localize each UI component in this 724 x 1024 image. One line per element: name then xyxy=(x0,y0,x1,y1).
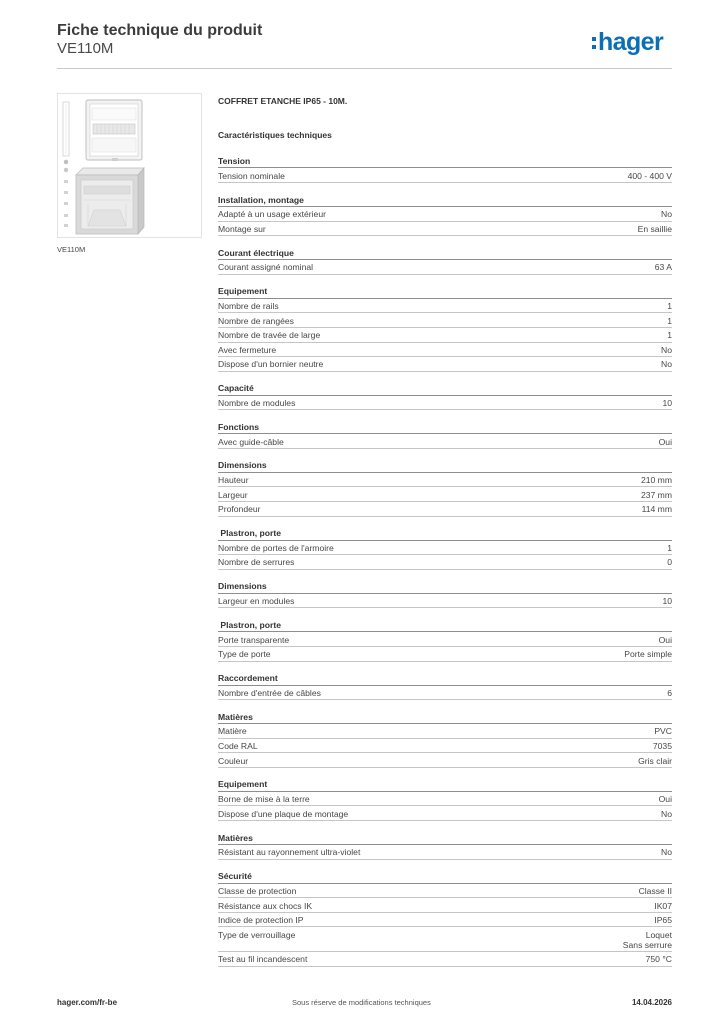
spec-label: Matière xyxy=(218,726,247,737)
spec-label: Nombre de travée de large xyxy=(218,330,321,341)
spec-label: Avec guide-câble xyxy=(218,436,284,447)
spec-label: Nombre de modules xyxy=(218,397,296,408)
spec-value: Oui xyxy=(658,436,672,447)
spec-label: Borne de mise à la terre xyxy=(218,794,310,805)
spec-value: 237 mm xyxy=(640,489,672,500)
marker-tab xyxy=(64,224,68,227)
spec-label: Profondeur xyxy=(218,504,261,515)
spec-value: No xyxy=(661,359,672,370)
spec-section xyxy=(218,380,672,410)
spec-value: 10 xyxy=(662,596,672,607)
spec-section xyxy=(218,776,672,821)
marker-tab xyxy=(64,191,68,194)
product-description: COFFRET ETANCHE IP65 - 10M. xyxy=(218,96,348,106)
header-divider xyxy=(57,68,672,69)
spec-row xyxy=(218,739,672,754)
spec-label: Avec fermeture xyxy=(218,344,277,355)
spec-row xyxy=(218,647,672,662)
section-title: Capacité xyxy=(218,380,672,395)
spec-label: Nombre d'entrée de câbles xyxy=(218,687,321,698)
footer-date: 14.04.2026 xyxy=(631,998,672,1007)
spec-row xyxy=(218,260,672,275)
spec-value: Porte simple xyxy=(624,649,672,660)
spec-section xyxy=(218,419,672,449)
spec-row xyxy=(218,913,672,928)
spec-label: Largeur xyxy=(218,489,248,500)
spec-table xyxy=(218,153,672,967)
section-title: Tension xyxy=(218,153,672,168)
spec-value: PVC xyxy=(654,726,672,737)
spec-label: Courant assigné nominal xyxy=(218,262,314,273)
spec-value: Gris clair xyxy=(638,755,672,766)
image-caption: VE110M xyxy=(57,245,86,254)
spec-row xyxy=(218,207,672,222)
spec-value: 1 xyxy=(667,542,672,553)
spec-row xyxy=(218,434,672,449)
spec-row xyxy=(218,313,672,328)
spec-row xyxy=(218,555,672,570)
spec-section xyxy=(218,525,672,570)
enclosure-front-view xyxy=(86,100,142,161)
spec-row xyxy=(218,222,672,237)
spec-row xyxy=(218,487,672,502)
spec-value: 400 - 400 V xyxy=(627,170,672,181)
spec-row xyxy=(218,357,672,372)
spec-row xyxy=(218,594,672,609)
spec-section xyxy=(218,153,672,183)
spec-label: Tension nominale xyxy=(218,170,285,181)
section-title: Courant électrique xyxy=(218,245,672,260)
section-title: Installation, montage xyxy=(218,192,672,207)
spec-label: Code RAL xyxy=(218,740,258,751)
spec-value: 10 xyxy=(662,397,672,408)
section-title: Plastron, porte xyxy=(218,525,672,540)
spec-section xyxy=(218,192,672,237)
document-title: Fiche technique du produit xyxy=(57,22,263,39)
spec-row xyxy=(218,686,672,701)
spec-label: Nombre de rangées xyxy=(218,315,294,326)
section-title: Fonctions xyxy=(218,419,672,434)
spec-label: Résistant au rayonnement ultra-violet xyxy=(218,847,361,858)
section-title: Matières xyxy=(218,709,672,724)
footer-notice: Sous réserve de modifications techniques xyxy=(292,998,431,1007)
spec-value: 7035 xyxy=(652,740,672,751)
spec-row xyxy=(218,396,672,411)
spec-label: Résistance aux chocs IK xyxy=(218,900,313,911)
spec-value: Loquet Sans serrure xyxy=(622,929,672,950)
spec-value: No xyxy=(661,344,672,355)
spec-row xyxy=(218,168,672,183)
spec-section xyxy=(218,245,672,275)
spec-row xyxy=(218,952,672,967)
spec-label: Type de verrouillage xyxy=(218,929,296,940)
spec-label: Test au fil incandescent xyxy=(218,954,308,965)
section-title: Equipement xyxy=(218,283,672,298)
marker-dot xyxy=(64,160,68,164)
footer-website: hager.com/fr-be xyxy=(57,998,118,1007)
spec-label: Largeur en modules xyxy=(218,596,295,607)
spec-value: Classe II xyxy=(638,885,672,896)
spec-label: Adapté à un usage extérieur xyxy=(218,209,326,220)
spec-row xyxy=(218,328,672,343)
spec-label: Porte transparente xyxy=(218,634,290,645)
marker-tab xyxy=(64,214,68,217)
spec-value: 6 xyxy=(667,687,672,698)
spec-value: No xyxy=(661,847,672,858)
spec-section xyxy=(218,617,672,662)
spec-label: Nombre de serrures xyxy=(218,557,295,568)
spec-row xyxy=(218,898,672,913)
spec-value: 210 mm xyxy=(640,475,672,486)
spec-row xyxy=(218,541,672,556)
spec-label: Nombre de portes de l'armoire xyxy=(218,542,334,553)
spec-label: Indice de protection IP xyxy=(218,915,304,926)
spec-row xyxy=(218,792,672,807)
logo-wordmark: hager xyxy=(598,28,664,56)
spec-value: 1 xyxy=(667,315,672,326)
spec-section xyxy=(218,868,672,966)
spec-row xyxy=(218,724,672,739)
spec-row xyxy=(218,299,672,314)
spec-label: Montage sur xyxy=(218,223,266,234)
product-image xyxy=(58,94,201,237)
spec-value: Oui xyxy=(658,634,672,645)
spec-section xyxy=(218,283,672,371)
section-title: Matières xyxy=(218,830,672,845)
spec-row xyxy=(218,632,672,647)
spec-value: IP65 xyxy=(654,915,672,926)
spec-label: Nombre de rails xyxy=(218,301,279,312)
spec-value: No xyxy=(661,808,672,819)
spec-value: Oui xyxy=(658,794,672,805)
spec-row xyxy=(218,473,672,488)
spec-section xyxy=(218,457,672,516)
marker-dot xyxy=(64,168,68,172)
spec-row xyxy=(218,884,672,899)
spec-row xyxy=(218,927,672,952)
spec-row xyxy=(218,845,672,860)
spec-label: Classe de protection xyxy=(218,885,297,896)
section-title: Sécurité xyxy=(218,868,672,883)
section-title: Plastron, porte xyxy=(218,617,672,632)
spec-row xyxy=(218,343,672,358)
spec-value: 0 xyxy=(667,557,672,568)
spec-label: Type de porte xyxy=(218,649,271,660)
spec-label: Couleur xyxy=(218,755,249,766)
product-reference: VE110M xyxy=(57,40,114,57)
product-image-frame xyxy=(57,93,202,238)
hager-logo xyxy=(592,28,674,56)
spec-value: No xyxy=(661,209,672,220)
spec-label: Dispose d'un bornier neutre xyxy=(218,359,324,370)
section-title: Dimensions xyxy=(218,578,672,593)
logo-mark-icon xyxy=(592,37,596,49)
spec-label: Dispose d'une plaque de montage xyxy=(218,808,349,819)
spec-row xyxy=(218,502,672,517)
marker-tab xyxy=(64,202,68,205)
spec-section xyxy=(218,670,672,700)
spec-section xyxy=(218,709,672,768)
marker-tab xyxy=(64,180,68,183)
section-title: Equipement xyxy=(218,776,672,791)
spec-value: En saillie xyxy=(637,223,672,234)
spec-label: Hauteur xyxy=(218,475,249,486)
spec-row xyxy=(218,753,672,768)
spec-section xyxy=(218,578,672,608)
spec-value: 114 mm xyxy=(641,504,672,515)
spec-value: 1 xyxy=(667,301,672,312)
section-title: Dimensions xyxy=(218,457,672,472)
spec-value: 1 xyxy=(667,330,672,341)
specs-heading: Caractéristiques techniques xyxy=(218,130,332,140)
spec-value: 750 °C xyxy=(645,954,672,965)
enclosure-perspective-view xyxy=(76,168,144,234)
section-title: Raccordement xyxy=(218,670,672,685)
spec-section xyxy=(218,830,672,860)
spec-row xyxy=(218,806,672,821)
spec-value: IK07 xyxy=(654,900,672,911)
spec-value: 63 A xyxy=(654,262,672,273)
